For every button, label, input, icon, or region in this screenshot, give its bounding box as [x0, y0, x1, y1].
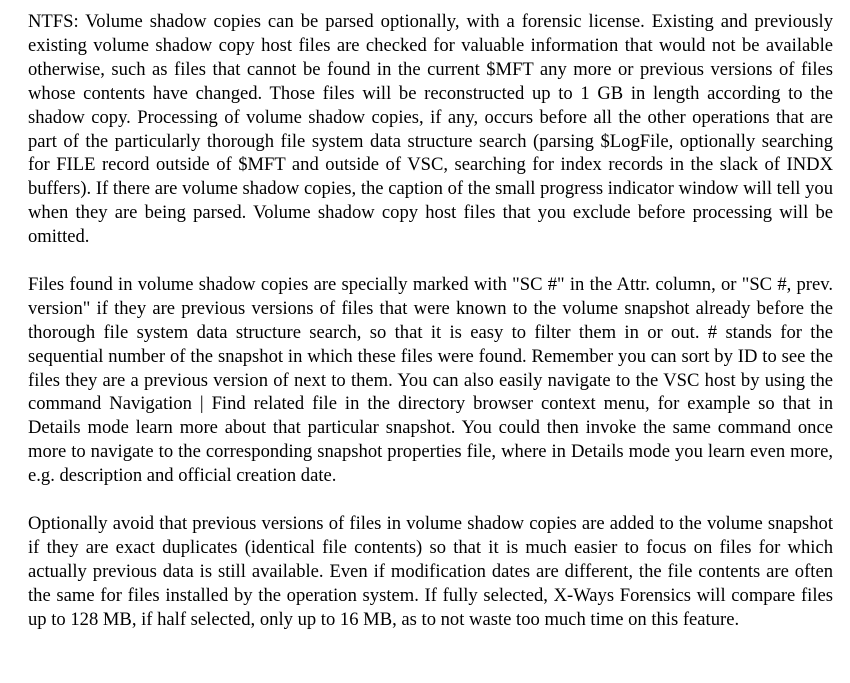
document-body [28, 10, 833, 632]
paragraph-avoid-duplicates: Optionally avoid that previous versions of files in volume shadow copies are added to the volume snapshot if they are exact duplicates (identical file contents) so that it is much easier to focus on files for which actually previous data is still available. Even if modification dates are different, the file contents are often the same for files installed by the operation system. If fully selected, X-Ways Forensics will compare files up to 128 MB, if half selected, only up to 16 MB, as to not waste too much time on this feature. [28, 513, 833, 630]
paragraph-sc-marking: Files found in volume shadow copies are specially marked with "SC #" in the Attr. column, or "SC #, prev. version" if they are previous versions of files that were known to the volume snapshot already before the thorough file system data structure search, so that it is easy to filter them in or out. # stands for the sequential number of the snapshot in which these files were found. Remember you can sort by ID to see the files they are a previous version of next to them. You can also easily navigate to the VSC host by using the command Navigation | Find related file in the directory browser context menu, for example so that in Details mode learn more about that particular snapshot. You could then invoke the same command once more to navigate to the corresponding snapshot properties file, where in Details mode you learn even more, e.g. description and official creation date. [28, 273, 833, 487]
paragraph-volume-shadow-copies: NTFS: Volume shadow copies can be parsed optionally, with a forensic license. Existing and previously existing volume shadow copy host files are checked for valuable information that would not be available otherwise, such as files that cannot be found in the current $MFT any more or previous versions of files whose contents have changed. Those files will be reconstructed up to 1 GB in length according to the shadow copy. Processing of volume shadow copies, if any, occurs before all the other operations that are part of the particularly thorough file system data structure search (parsing $LogFile, optionally searching for FILE record outside of $MFT and outside of VSC, searching for index records in the slack of INDX buffers). If there are volume shadow copies, the caption of the small progress indicator window will tell you when they are being parsed. Volume shadow copy host files that you exclude before processing will be omitted. [28, 11, 833, 248]
